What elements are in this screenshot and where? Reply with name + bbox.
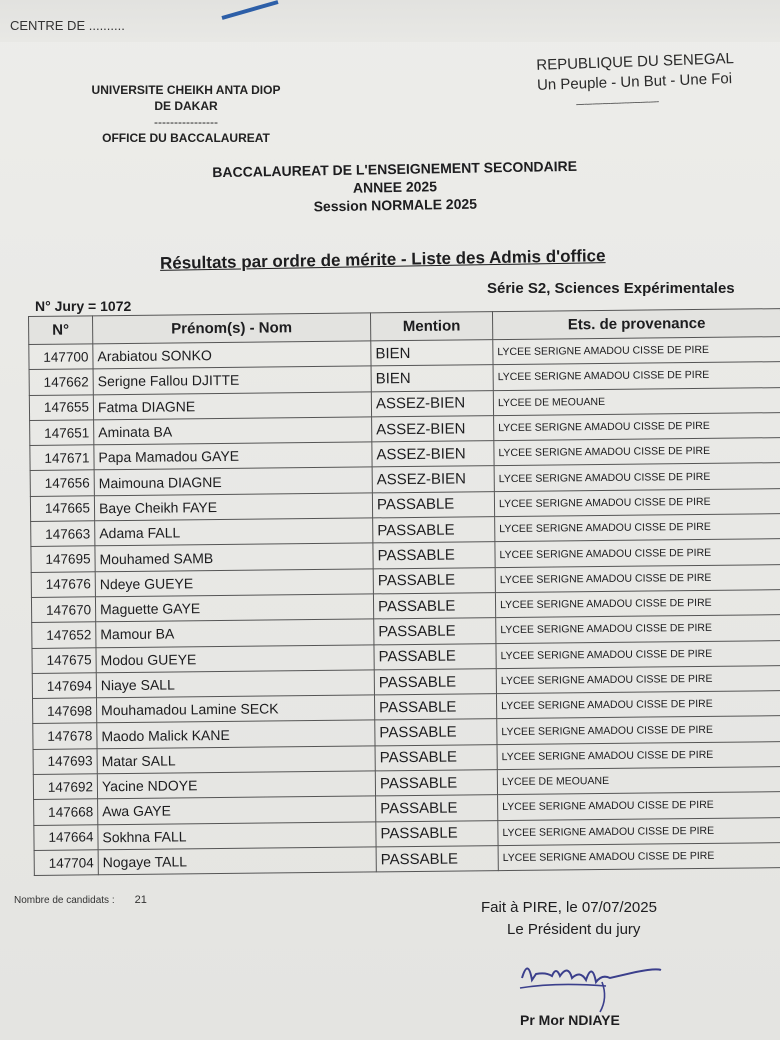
cell-name: Ndeye GUEYE xyxy=(95,569,373,597)
cell-ets: LYCEE SERIGNE AMADOU CISSE DE PIRE xyxy=(498,843,780,871)
cell-ets: LYCEE SERIGNE AMADOU CISSE DE PIRE xyxy=(495,590,780,618)
cell-num: 147678 xyxy=(33,723,97,749)
cell-mention: PASSABLE xyxy=(374,694,496,721)
cell-num: 147698 xyxy=(33,698,97,724)
cell-name: Arabiatou SONKO xyxy=(93,341,371,369)
results-table-wrap xyxy=(28,308,780,876)
cell-mention: PASSABLE xyxy=(374,668,496,695)
cell-num: 147656 xyxy=(30,470,94,496)
cell-num: 147651 xyxy=(30,420,94,446)
cell-num: 147700 xyxy=(29,344,93,370)
cell-mention: BIEN xyxy=(371,365,493,392)
cell-name: Nogaye TALL xyxy=(98,847,376,875)
cell-mention: BIEN xyxy=(371,340,493,367)
republic-name: REPUBLIQUE DU SENEGAL xyxy=(536,50,735,74)
cell-ets: LYCEE SERIGNE AMADOU CISSE DE PIRE xyxy=(497,741,780,769)
cell-num: 147664 xyxy=(34,824,98,850)
cell-ets: LYCEE SERIGNE AMADOU CISSE DE PIRE xyxy=(496,640,780,668)
count-value: 21 xyxy=(134,894,147,906)
cell-mention: PASSABLE xyxy=(376,795,498,822)
cell-name: Mouhamed SAMB xyxy=(95,543,373,571)
cell-mention: ASSEZ-BIEN xyxy=(372,416,494,443)
count-label: Nombre de candidats : xyxy=(14,895,115,906)
exam-session: Session NORMALE 2025 xyxy=(313,195,478,215)
cell-ets: LYCEE SERIGNE AMADOU CISSE DE PIRE xyxy=(494,438,780,466)
exam-title: BACCALAUREAT DE L'ENSEIGNEMENT SECONDAIRE xyxy=(212,157,578,181)
cell-num: 147675 xyxy=(32,647,96,673)
cell-ets: LYCEE SERIGNE AMADOU CISSE DE PIRE xyxy=(494,413,780,441)
serie-label: Série S2, Sciences Expérimentales xyxy=(487,280,735,297)
motto-dots: ------------------------------- xyxy=(575,95,659,111)
cell-mention: PASSABLE xyxy=(375,719,497,746)
cell-mention: PASSABLE xyxy=(373,567,495,594)
header-ets: Ets. de provenance xyxy=(492,309,780,340)
cell-ets: LYCEE SERIGNE AMADOU CISSE DE PIRE xyxy=(493,337,780,365)
cell-mention: ASSEZ-BIEN xyxy=(372,466,494,493)
cell-ets: LYCEE SERIGNE AMADOU CISSE DE PIRE xyxy=(498,792,780,820)
university-dash: ---------------- xyxy=(154,115,218,129)
cell-ets: LYCEE SERIGNE AMADOU CISSE DE PIRE xyxy=(496,615,780,643)
cell-num: 147671 xyxy=(30,445,94,471)
cell-name: Maodo Malick KANE xyxy=(97,720,375,748)
cell-name: Maguette GAYE xyxy=(95,594,373,622)
cell-mention: PASSABLE xyxy=(372,491,494,518)
cell-mention: PASSABLE xyxy=(376,846,498,873)
cell-ets: LYCEE SERIGNE AMADOU CISSE DE PIRE xyxy=(495,514,780,542)
cell-num: 147662 xyxy=(29,369,93,395)
cell-num: 147670 xyxy=(31,597,95,623)
cell-mention: PASSABLE xyxy=(374,643,496,670)
cell-ets: LYCEE SERIGNE AMADOU CISSE DE PIRE xyxy=(495,564,780,592)
jury-number: N° Jury = 1072 xyxy=(35,298,132,314)
university-line2: DE DAKAR xyxy=(154,99,218,113)
cell-num: 147668 xyxy=(34,799,98,825)
candidate-count xyxy=(14,894,147,906)
cell-name: Fatma DIAGNE xyxy=(93,392,371,420)
cell-name: Mamour BA xyxy=(96,619,374,647)
place-date: Fait à PIRE, le 07/07/2025 xyxy=(481,899,657,916)
cell-ets: LYCEE SERIGNE AMADOU CISSE DE PIRE xyxy=(493,362,780,390)
cell-num: 147665 xyxy=(30,496,94,522)
cell-mention: PASSABLE xyxy=(376,820,498,847)
cell-name: Mouhamadou Lamine SECK xyxy=(97,695,375,723)
cell-num: 147692 xyxy=(33,774,97,800)
cell-num: 147652 xyxy=(32,622,96,648)
cell-ets: LYCEE SERIGNE AMADOU CISSE DE PIRE xyxy=(495,539,780,567)
cell-name: Adama FALL xyxy=(95,518,373,546)
university-block xyxy=(86,82,286,146)
cell-num: 147663 xyxy=(31,521,95,547)
cell-ets: LYCEE SERIGNE AMADOU CISSE DE PIRE xyxy=(496,665,780,693)
cell-ets: LYCEE DE MEOUANE xyxy=(493,387,780,415)
office-name: OFFICE DU BACCALAUREAT xyxy=(102,131,270,145)
results-title: Résultats par ordre de mérite - Liste des Admis d'office xyxy=(159,246,606,273)
pen-mark-icon xyxy=(220,0,280,20)
cell-mention: PASSABLE xyxy=(374,618,496,645)
cell-mention: PASSABLE xyxy=(373,542,495,569)
cell-name: Baye Cheikh FAYE xyxy=(94,493,372,521)
cell-num: 147693 xyxy=(33,749,97,775)
cell-name: Yacine NDOYE xyxy=(97,771,375,799)
cell-num: 147704 xyxy=(34,850,98,876)
cell-ets: LYCEE DE MEOUANE xyxy=(497,767,780,795)
cell-num: 147676 xyxy=(31,571,95,597)
header-num: N° xyxy=(29,316,93,345)
cell-name: Aminata BA xyxy=(94,417,372,445)
cell-ets: LYCEE SERIGNE AMADOU CISSE DE PIRE xyxy=(497,716,780,744)
cell-name: Modou GUEYE xyxy=(96,644,374,672)
centre-label: CENTRE DE .......... xyxy=(10,18,125,33)
university-line1: UNIVERSITE CHEIKH ANTA DIOP xyxy=(91,83,281,97)
cell-name: Serigne Fallou DJITTE xyxy=(93,366,371,394)
cell-mention: PASSABLE xyxy=(375,770,497,797)
cell-name: Niaye SALL xyxy=(96,670,374,698)
exam-heading xyxy=(180,156,611,217)
cell-name: Sokhna FALL xyxy=(98,822,376,850)
president-label: Le Président du jury xyxy=(507,921,641,938)
cell-mention: PASSABLE xyxy=(375,744,497,771)
cell-num: 147695 xyxy=(31,546,95,572)
cell-mention: PASSABLE xyxy=(373,593,495,620)
header-name: Prénom(s) - Nom xyxy=(93,313,371,344)
cell-name: Awa GAYE xyxy=(98,796,376,824)
cell-num: 147655 xyxy=(29,394,93,420)
results-table xyxy=(28,308,780,876)
cell-ets: LYCEE SERIGNE AMADOU CISSE DE PIRE xyxy=(494,488,780,516)
cell-name: Papa Mamadou GAYE xyxy=(94,442,372,470)
cell-ets: LYCEE SERIGNE AMADOU CISSE DE PIRE xyxy=(494,463,780,491)
republic-motto: Un Peuple - Un But - Une Foi xyxy=(536,70,733,94)
cell-mention: PASSABLE xyxy=(373,517,495,544)
cell-ets: LYCEE SERIGNE AMADOU CISSE DE PIRE xyxy=(496,691,780,719)
cell-ets: LYCEE SERIGNE AMADOU CISSE DE PIRE xyxy=(498,817,780,845)
president-name: Pr Mor NDIAYE xyxy=(520,1012,620,1028)
cell-mention: ASSEZ-BIEN xyxy=(371,390,493,417)
cell-mention: ASSEZ-BIEN xyxy=(372,441,494,468)
header-mention: Mention xyxy=(370,312,492,341)
cell-num: 147694 xyxy=(32,673,96,699)
exam-year: ANNEE 2025 xyxy=(352,178,438,196)
cell-name: Maimouna DIAGNE xyxy=(94,467,372,495)
republic-block xyxy=(536,48,763,116)
cell-name: Matar SALL xyxy=(97,746,375,774)
